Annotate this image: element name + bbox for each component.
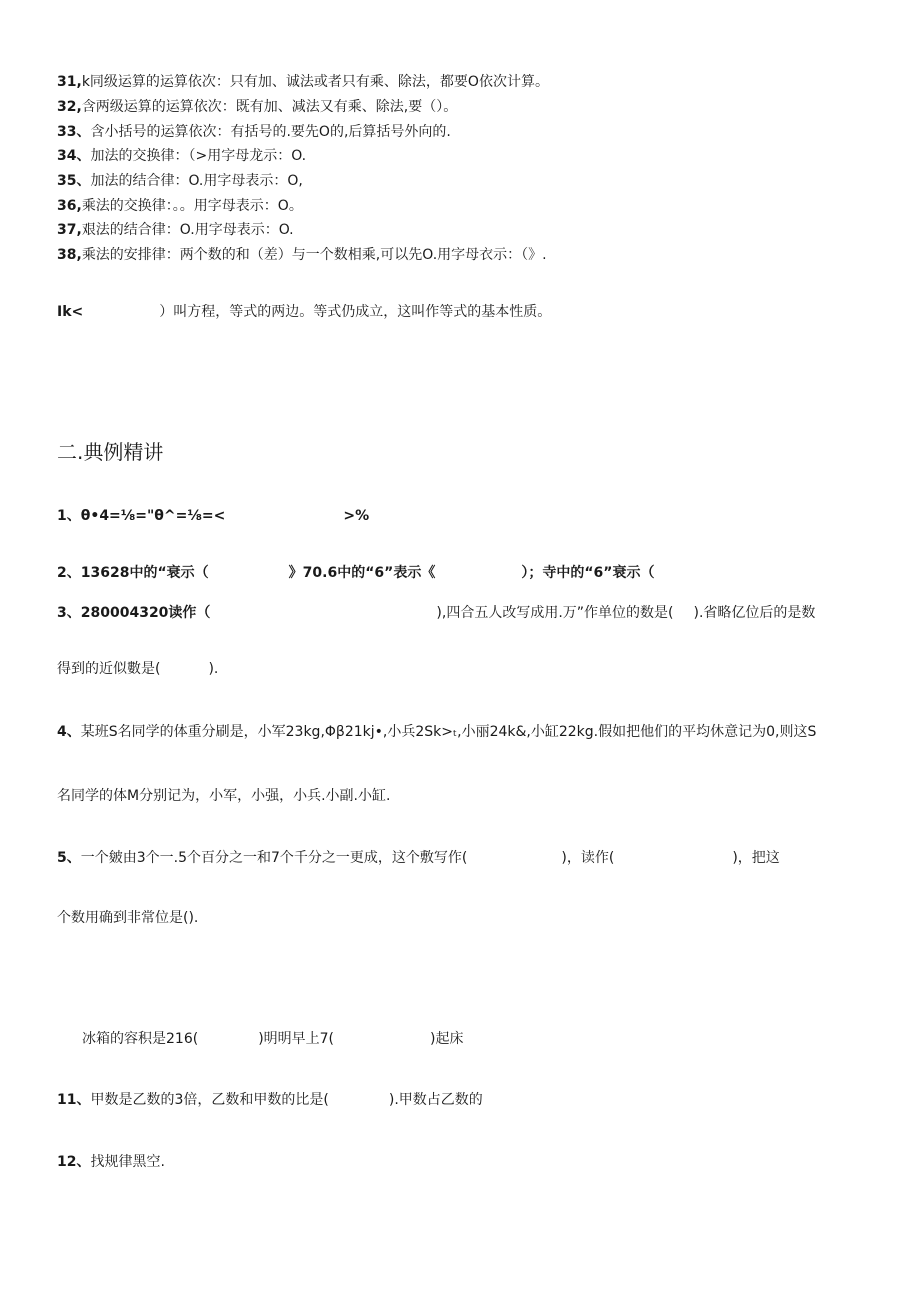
question-text: 甲数是乙数的3倍，乙数和甲数的比是( — [90, 1092, 329, 1108]
item-number: Ik< — [57, 304, 84, 320]
question-3-continued — [57, 659, 218, 679]
question-text: ). — [208, 661, 219, 677]
question-text: )起床 — [430, 1031, 464, 1047]
question-text: )明明早上7( — [258, 1031, 335, 1047]
question-text: ）；寺中的“6”衰示（ — [521, 565, 655, 581]
item-number: 35、 — [57, 173, 91, 189]
question-text: 冰箱的容积是216( — [82, 1031, 199, 1047]
question-3 — [57, 603, 815, 623]
question-text: 280004320读作（ — [80, 605, 211, 621]
question-text: 一个皴由3个一.5个百分之一和7个千分之一更成，这个敷写作( — [80, 850, 468, 866]
item-text: 乘法的安排律：两个数的和（差）与一个数相乘,可以先O.用字母衣示：（》. — [81, 247, 547, 263]
item-text: 含小括号的运算依次：有括号的.要先O的,后算括号外向的. — [90, 124, 451, 140]
question-text: ).甲数占乙数的 — [388, 1092, 483, 1108]
item-number: 32, — [57, 99, 82, 115]
section-heading: 二.典例精讲 — [57, 440, 164, 464]
item-number: 4、 — [57, 724, 81, 740]
review-line-33 — [57, 122, 451, 142]
item-number: 38, — [57, 247, 82, 263]
review-line-37 — [57, 220, 294, 240]
question-text: θ•4=⅛="θ^=⅛=< — [80, 508, 226, 524]
item-text: ）叫方程，等式的两边。等式仍成立，这叫作等式的基本性质。 — [159, 304, 552, 320]
question-4 — [57, 722, 816, 742]
question-text: 》70.6中的“6”表示《 — [288, 565, 436, 581]
item-text: 加法的结合律：O.用字母表示：O, — [90, 173, 303, 189]
item-text: 乘法的交换律：。。用字母表示：O。 — [81, 198, 303, 214]
question-text: 得到的近似數是( — [57, 661, 161, 677]
question-11 — [57, 1090, 483, 1110]
question-1 — [57, 506, 369, 526]
question-10 — [82, 1029, 464, 1049]
question-4-continued — [57, 786, 390, 806]
equation-definition-line — [57, 302, 551, 322]
item-text: 加法的交换律：（>用字母龙示：O. — [90, 148, 307, 164]
review-line-32 — [57, 97, 457, 117]
item-number: 12、 — [57, 1154, 91, 1170]
item-text: 含两级运算的运算依次：既有加、减法又有乘、除法,要（）。 — [81, 99, 458, 115]
review-line-31 — [57, 72, 549, 92]
question-5 — [57, 848, 780, 868]
question-text: 找规律黑空. — [90, 1154, 165, 1170]
item-number: 11、 — [57, 1092, 91, 1108]
review-line-35 — [57, 171, 303, 191]
review-line-36 — [57, 196, 303, 216]
item-number: 1、 — [57, 508, 81, 524]
item-number: 37, — [57, 222, 82, 238]
question-text: 13628中的“衰示（ — [80, 565, 209, 581]
question-text: ),四合五人改写成用.万”作单位的数是( — [436, 605, 674, 621]
item-number: 5、 — [57, 850, 81, 866]
question-text: 某班S名同学的体重分刷是，小军23kg,Φβ21kj•,小兵2Sk>ₜ,小丽24k&,小缸22kg.假如把他们的平均休意记为0,则这S — [80, 724, 817, 740]
item-number: 33、 — [57, 124, 91, 140]
question-5-continued — [57, 908, 198, 928]
item-number: 36, — [57, 198, 82, 214]
question-12 — [57, 1152, 165, 1172]
question-2 — [57, 563, 655, 583]
question-text: 名同学的体M分别记为，小军，小强，小兵.小副.小缸. — [57, 788, 391, 804]
question-text: >% — [343, 508, 370, 524]
item-number: 3、 — [57, 605, 81, 621]
question-text: ).省略亿位后的是数 — [693, 605, 816, 621]
question-text: )，把这 — [732, 850, 780, 866]
item-text: k同级运算的运算依次：只有加、诚法或者只有乘、除法，都要O依次计算。 — [81, 74, 549, 90]
review-line-38 — [57, 245, 547, 265]
question-text: 个数用确到非常位是(). — [57, 910, 199, 926]
question-text: )，读作( — [561, 850, 615, 866]
item-number: 34、 — [57, 148, 91, 164]
item-number: 2、 — [57, 565, 81, 581]
review-line-34 — [57, 146, 306, 166]
item-number: 31, — [57, 74, 82, 90]
item-text: 艰法的结合律：O.用字母表示：O. — [81, 222, 294, 238]
